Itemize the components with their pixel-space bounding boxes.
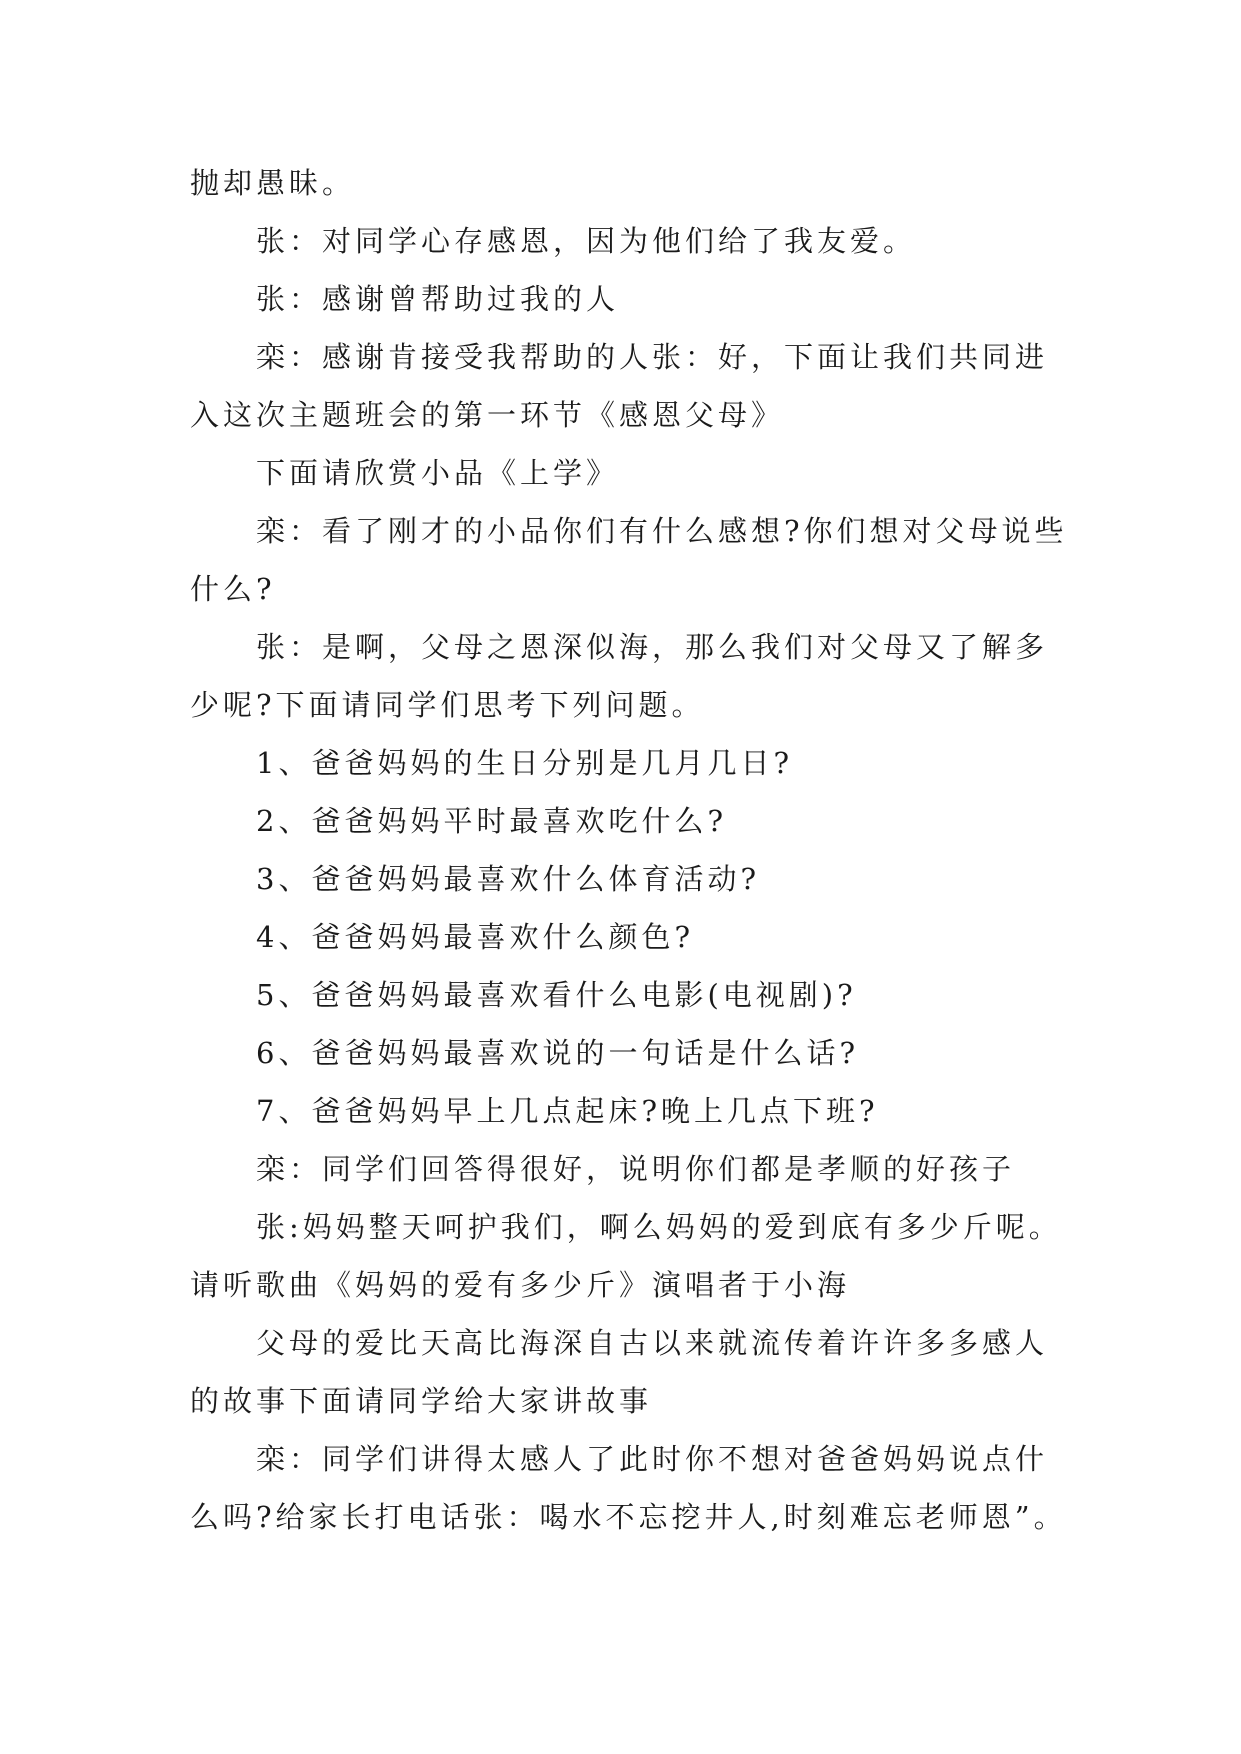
paragraph: 栾：同学们讲得太感人了此时你不想对爸爸妈妈说点什么吗?给家长打电话张：喝水不忘挖井人,时刻难忘老师恩”。 <box>190 1442 1067 1534</box>
paragraph: 父母的爱比天高比海深自古以来就流传着许许多多感人的故事下面请同学给大家讲故事 <box>190 1326 1049 1418</box>
list-item: 3、爸爸妈妈最喜欢什么体育活动? <box>256 862 760 896</box>
paragraph: 张：感谢曾帮助过我的人 <box>256 282 620 316</box>
paragraph: 张：对同学心存感恩，因为他们给了我友爱。 <box>256 224 917 258</box>
paragraph: 栾：同学们回答得很好，说明你们都是孝顺的好孩子 <box>256 1152 1016 1186</box>
paragraph: 张:妈妈整天呵护我们，啊么妈妈的爱到底有多少斤呢。请听歌曲《妈妈的爱有多少斤》演唱者于小海 <box>190 1210 1062 1302</box>
document-body <box>190 154 1070 1546</box>
paragraph: 栾：感谢肯接受我帮助的人张：好，下面让我们共同进入这次主题班会的第一环节《感恩父母》 <box>190 340 1049 432</box>
list-item: 7、爸爸妈妈早上几点起床?晚上几点下班? <box>256 1094 879 1128</box>
paragraph: 张：是啊，父母之恩深似海，那么我们对父母又了解多少呢?下面请同学们思考下列问题。 <box>190 630 1049 722</box>
list-item: 2、爸爸妈妈平时最喜欢吃什么? <box>256 804 727 838</box>
paragraph: 下面请欣赏小品《上学》 <box>256 456 620 490</box>
paragraph: 抛却愚昧。 <box>190 166 356 200</box>
paragraph: 栾：看了刚才的小品你们有什么感想?你们想对父母说些什么? <box>190 514 1068 606</box>
list-item: 6、爸爸妈妈最喜欢说的一句话是什么话? <box>256 1036 859 1070</box>
list-item: 4、爸爸妈妈最喜欢什么颜色? <box>256 920 694 954</box>
list-item: 5、爸爸妈妈最喜欢看什么电影(电视剧)? <box>256 978 857 1012</box>
list-item: 1、爸爸妈妈的生日分别是几月几日? <box>256 746 793 780</box>
